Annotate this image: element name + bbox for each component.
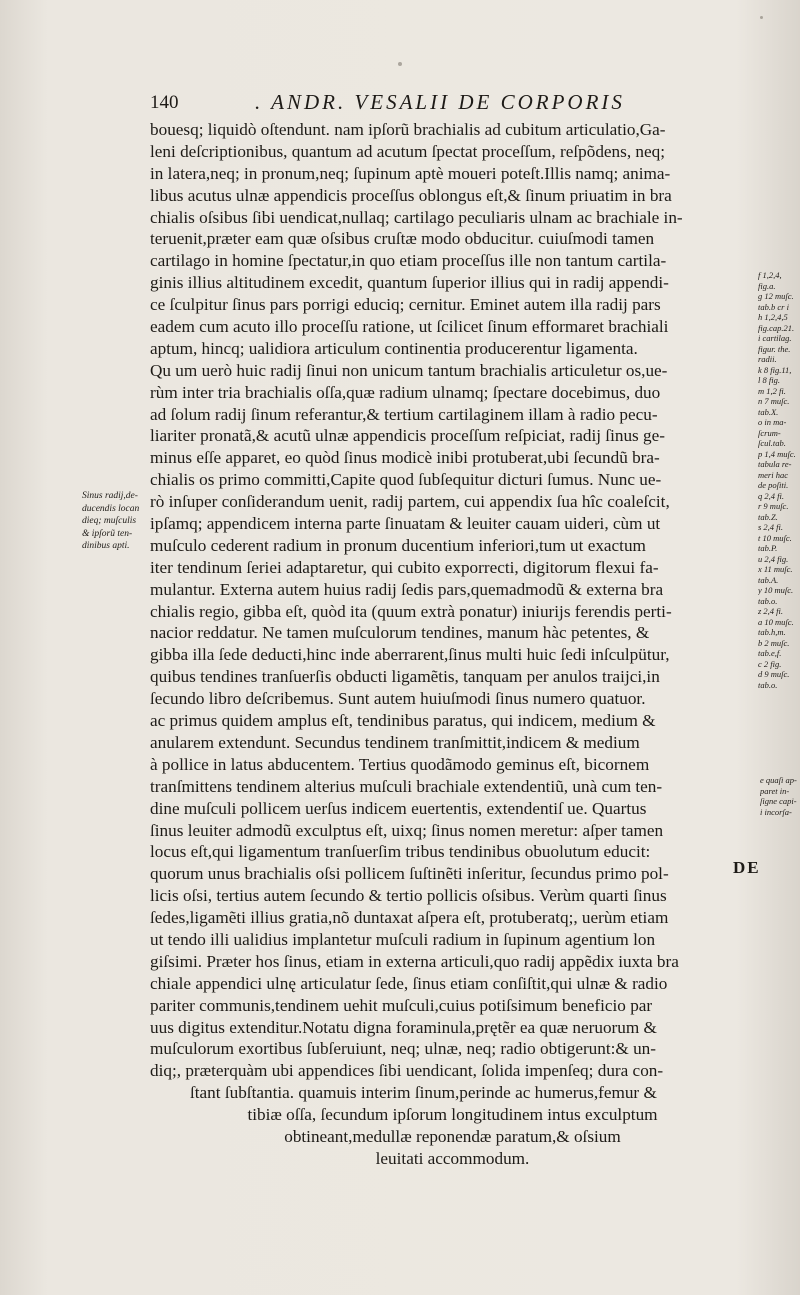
reference-line: meri hac xyxy=(758,469,788,480)
reference-line: m 1,2 fi. xyxy=(758,385,786,396)
ink-spot xyxy=(398,62,402,66)
text-line: chialis oſsibus ſibi uendicat,nullaq; cartilago peculiaris ulnam ac brachiale in- xyxy=(150,207,683,227)
reference-line: tab.o. xyxy=(758,595,778,606)
text-line: leuitati accommodum. xyxy=(375,1148,530,1168)
reference-line: tabula re- xyxy=(758,459,792,469)
text-line: rò inſuper conſiderandum uenit, radij partem, cui appendix ſua hîc coaleſcit, xyxy=(150,492,670,512)
reference-line: de poſiti. xyxy=(758,480,789,490)
text-line: libus acutus ulnæ appendicis proceſſus oblongus eſt,& ſinum priuatim in bra xyxy=(150,185,672,205)
text-line: teruenit,præter eam quæ oſsibus cruſtæ modo obducitur. cuiuſmodi tamen xyxy=(150,229,655,249)
page-header xyxy=(150,92,670,120)
left-marginal-note xyxy=(82,490,152,553)
text-line: licis oſsi, tertius autem ſecundo & tertio pollicis oſsibus. Verùm quarti ſinus xyxy=(150,886,667,906)
text-line: cartilago in homine ſpectatur,in quo etiam proceſſus ille non tantum cartila- xyxy=(150,251,667,271)
reference-line: y 10 muſc. xyxy=(758,585,794,595)
reference-line: tab.e,f. xyxy=(758,648,782,658)
page-number: 140 xyxy=(150,92,179,113)
reference-line: radii. xyxy=(758,354,777,364)
text-line: Qu um uerò huic radij ſinui non unicum tantum brachialis articuletur os,ue- xyxy=(150,360,668,380)
reference-line: p 1,4 muſc. xyxy=(758,448,796,459)
reference-line: tab.b cr i xyxy=(758,301,789,312)
note-line: ducendis locan xyxy=(82,503,140,514)
reference-line: g 12 muſc. xyxy=(758,291,794,301)
reference-line: t 10 muſc. xyxy=(758,532,792,543)
reference-line: fig.a. xyxy=(758,280,776,291)
reference-line: l 8 fig. xyxy=(758,375,780,385)
reference-line: f 1,2,4, xyxy=(758,270,782,280)
reference-line: tab.o. xyxy=(758,679,778,690)
reference-line: tab.X. xyxy=(758,406,779,417)
reference-line: s 2,4 fi. xyxy=(758,522,784,532)
note-line: dinibus apti. xyxy=(82,541,130,551)
text-line: nacior reddatur. Ne tamen muſculorum tendines, manum hàc petentes, & xyxy=(150,623,650,643)
text-line: diq;, præterquàm ubi appendices ſibi uendicant, ſolida impenſeq; dura con- xyxy=(150,1061,664,1081)
text-line: mulantur. Externa autem huius radij ſedis pars,quemadmodũ & externa bra xyxy=(150,579,664,599)
text-line: pariter communis,tendinem uehit muſculi,cuius potiſsimum beneficio par xyxy=(150,995,653,1015)
text-line: ad ſolum radij ſinum referantur,& tertium cartilaginem illam à radio pecu- xyxy=(150,404,658,424)
right-marginal-references xyxy=(758,270,800,690)
reference-line: ſcrum- xyxy=(758,427,781,438)
reference-line: d 9 muſc. xyxy=(758,669,790,679)
reference-line: c 2 fig. xyxy=(758,658,782,669)
reference-line: tab.Z. xyxy=(758,511,778,522)
text-line: eadem cum acuto illo proceſſu ratione, ut ſcilicet ſinum efformaret brachiali xyxy=(150,317,669,337)
text-line: aptum, hincq; ualidiora articulum continentia producerentur ligamenta. xyxy=(150,338,638,358)
catchword: DE xyxy=(733,858,761,877)
text-line: ginis illius altitudinem excedit, quantum ſuperior illius qui in radij appendi- xyxy=(150,273,669,293)
reference-line: x 11 muſc. xyxy=(758,564,793,574)
ink-spot xyxy=(760,16,763,19)
text-line: liariter pronatã,& acutũ ulnæ appendicis proceſſum reſpiciat, radij ſinus ge- xyxy=(150,426,665,446)
text-line: anularem extendunt. Secundus tendinem tranſmittit,indicem & medium xyxy=(150,732,640,752)
text-line: muſculorum exortibus ſubſeruiunt, neq; ulnæ, neq; radio obtigerunt:& un- xyxy=(150,1039,656,1059)
reference-line: o in ma- xyxy=(758,417,787,427)
reference-line: h 1,2,4,5 xyxy=(758,312,788,322)
text-line: ipſamq; appendicem interna parte ſinuatam & leuiter cauam uideri, cùm ut xyxy=(150,514,661,534)
text-line: tranſmittens tendinem alterius muſculi brachiale extendentiũ, unà cum ten- xyxy=(150,776,663,796)
text-line: muſculo cederent radium in pronum ducentium inferiori,tum ut exactum xyxy=(150,535,646,555)
reference-line: k 8 fig.11, xyxy=(758,364,792,375)
text-line: ut tendo illi ualidius implantetur muſculi radium in ſupinum agentium lon xyxy=(150,929,656,949)
text-line: uus digitus extenditur.Notatu digna foraminula,prętẽr ea quæ neruorum & xyxy=(150,1017,657,1037)
reference-line: tab.A. xyxy=(758,574,779,585)
text-line: chialis regio, gibba eſt, quòd ita (quum extrà ponatur) iniurijs ferendis perti- xyxy=(150,601,672,621)
text-line: iter tendinum ſeriei adaptaretur, qui cubito exporrecti, digitorum flexui fa- xyxy=(150,557,659,577)
text-line: quibus tendines tranſuerſis obducti ligamẽtis, tanquam per anulos traijci,in xyxy=(150,667,660,687)
right-marginal-note-bottom xyxy=(760,775,800,817)
text-line: ſinus leuiter admodũ exculptus eſt, uixq; ſinus nomen meretur: aſper tamen xyxy=(150,820,664,840)
text-line: obtineant,medullæ reponendæ paratum,& oſsium xyxy=(284,1126,621,1146)
note-line: paret in- xyxy=(760,785,790,796)
text-line: ſedes,ligamẽti illius gratia,nõ duntaxat aſpera eſt, protuberatq;, uerùm etiam xyxy=(150,908,669,928)
text-line: gibba illa ſede deducti,hinc inde aberrarent,ſinus multi huic ſedi inſculpütur, xyxy=(150,645,670,665)
text-line: à pollice in latus abducentem. Tertius quodãmodo geminus eſt, bicornem xyxy=(150,754,650,774)
running-head: . ANDR. VESALII DE CORPORIS xyxy=(255,90,625,114)
reference-line: n 7 muſc. xyxy=(758,396,790,406)
text-line: leni deſcriptionibus, quantum ad acutum ſpectat proceſſum, reſpõdens, neq; xyxy=(150,141,666,161)
text-line: quorum unus brachialis oſsi pollicem ſuſtinẽti inſeritur, ſecundus primo pol- xyxy=(150,864,669,884)
reference-line: tab.P. xyxy=(758,543,778,553)
reference-line: r 9 muſc. xyxy=(758,501,789,511)
text-line: locus eſt,qui ligamentum tranſuerſim tribus tendinibus obuolutum educit: xyxy=(150,842,651,862)
reference-line: u 2,4 fig. xyxy=(758,553,789,564)
reference-line: fig.cap.21. xyxy=(758,322,795,333)
text-line: ac primus quidem amplus eſt, tendinibus paratus, qui indicem, medium & xyxy=(150,711,656,731)
text-line: bouesq; liquidò oſtendunt. nam ipſorũ brachialis ad cubitum articulatio,Ga- xyxy=(150,120,666,139)
note-line: Sinus radij,de- xyxy=(82,491,138,501)
reference-line: a 10 muſc. xyxy=(758,616,794,627)
text-line: minus eſſe apparet, eo quòd ſinus modicè inibi protuberat,ubi ſecundũ bra- xyxy=(150,448,660,468)
note-line: & ipſorũ ten- xyxy=(82,528,133,539)
note-line: ſigne capi- xyxy=(760,796,797,806)
note-line: i incorſa- xyxy=(760,806,792,817)
text-line: dine muſculi pollicem uerſus indicem euertentis, extendentiſ ue. Quartus xyxy=(150,798,647,818)
note-line: dieq; muſculis xyxy=(82,516,137,526)
reference-line: i cartilag. xyxy=(758,333,792,343)
reference-line: b 2 muſc. xyxy=(758,637,790,648)
reference-line: z 2,4 fi. xyxy=(758,606,784,616)
reference-line: tab.h,m. xyxy=(758,627,786,637)
text-line: giſsimi. Præter hos ſinus, etiam in externa articuli,quo radij appẽdix iuxta bra xyxy=(150,951,679,971)
text-line: chiale appendici ulnę articulatur ſede, ſinus etiam conſiſtit,qui ulnæ & radio xyxy=(150,973,668,993)
text-line: tibiæ oſſa, ſecundum ipſorum longitudinem intus exculptum xyxy=(247,1105,658,1125)
text-line: ſecundo libro deſcribemus. Sunt autem huiuſmodi ſinus numero quatuor. xyxy=(150,689,646,709)
text-line: chialis os primo committi,Capite quod ſubſequitur dicturi ſumus. Nunc ue- xyxy=(150,470,662,490)
main-text-block xyxy=(150,119,755,1170)
reference-line: figur. the. xyxy=(758,343,791,354)
text-line: ce ſculpitur ſinus pars porrigi educiq; cernitur. Eminet autem illa radij pars xyxy=(150,295,661,315)
reference-line: q 2,4 fi. xyxy=(758,490,784,501)
text-line: ſtant ſubſtantia. quamuis interim ſinum,perinde ac humerus,femur & xyxy=(190,1083,657,1103)
note-line: e quaſi ap- xyxy=(760,775,797,785)
text-line: rùm inter tria brachialis oſſa,quæ radium ulnamq; ſpectare docebimus, duo xyxy=(150,382,661,402)
text-line: in latera,neq; in pronum,neq; ſupinum aptè moueri poteſt.Illis namq; anima- xyxy=(150,163,671,183)
reference-line: ſcul.tab. xyxy=(758,438,786,448)
